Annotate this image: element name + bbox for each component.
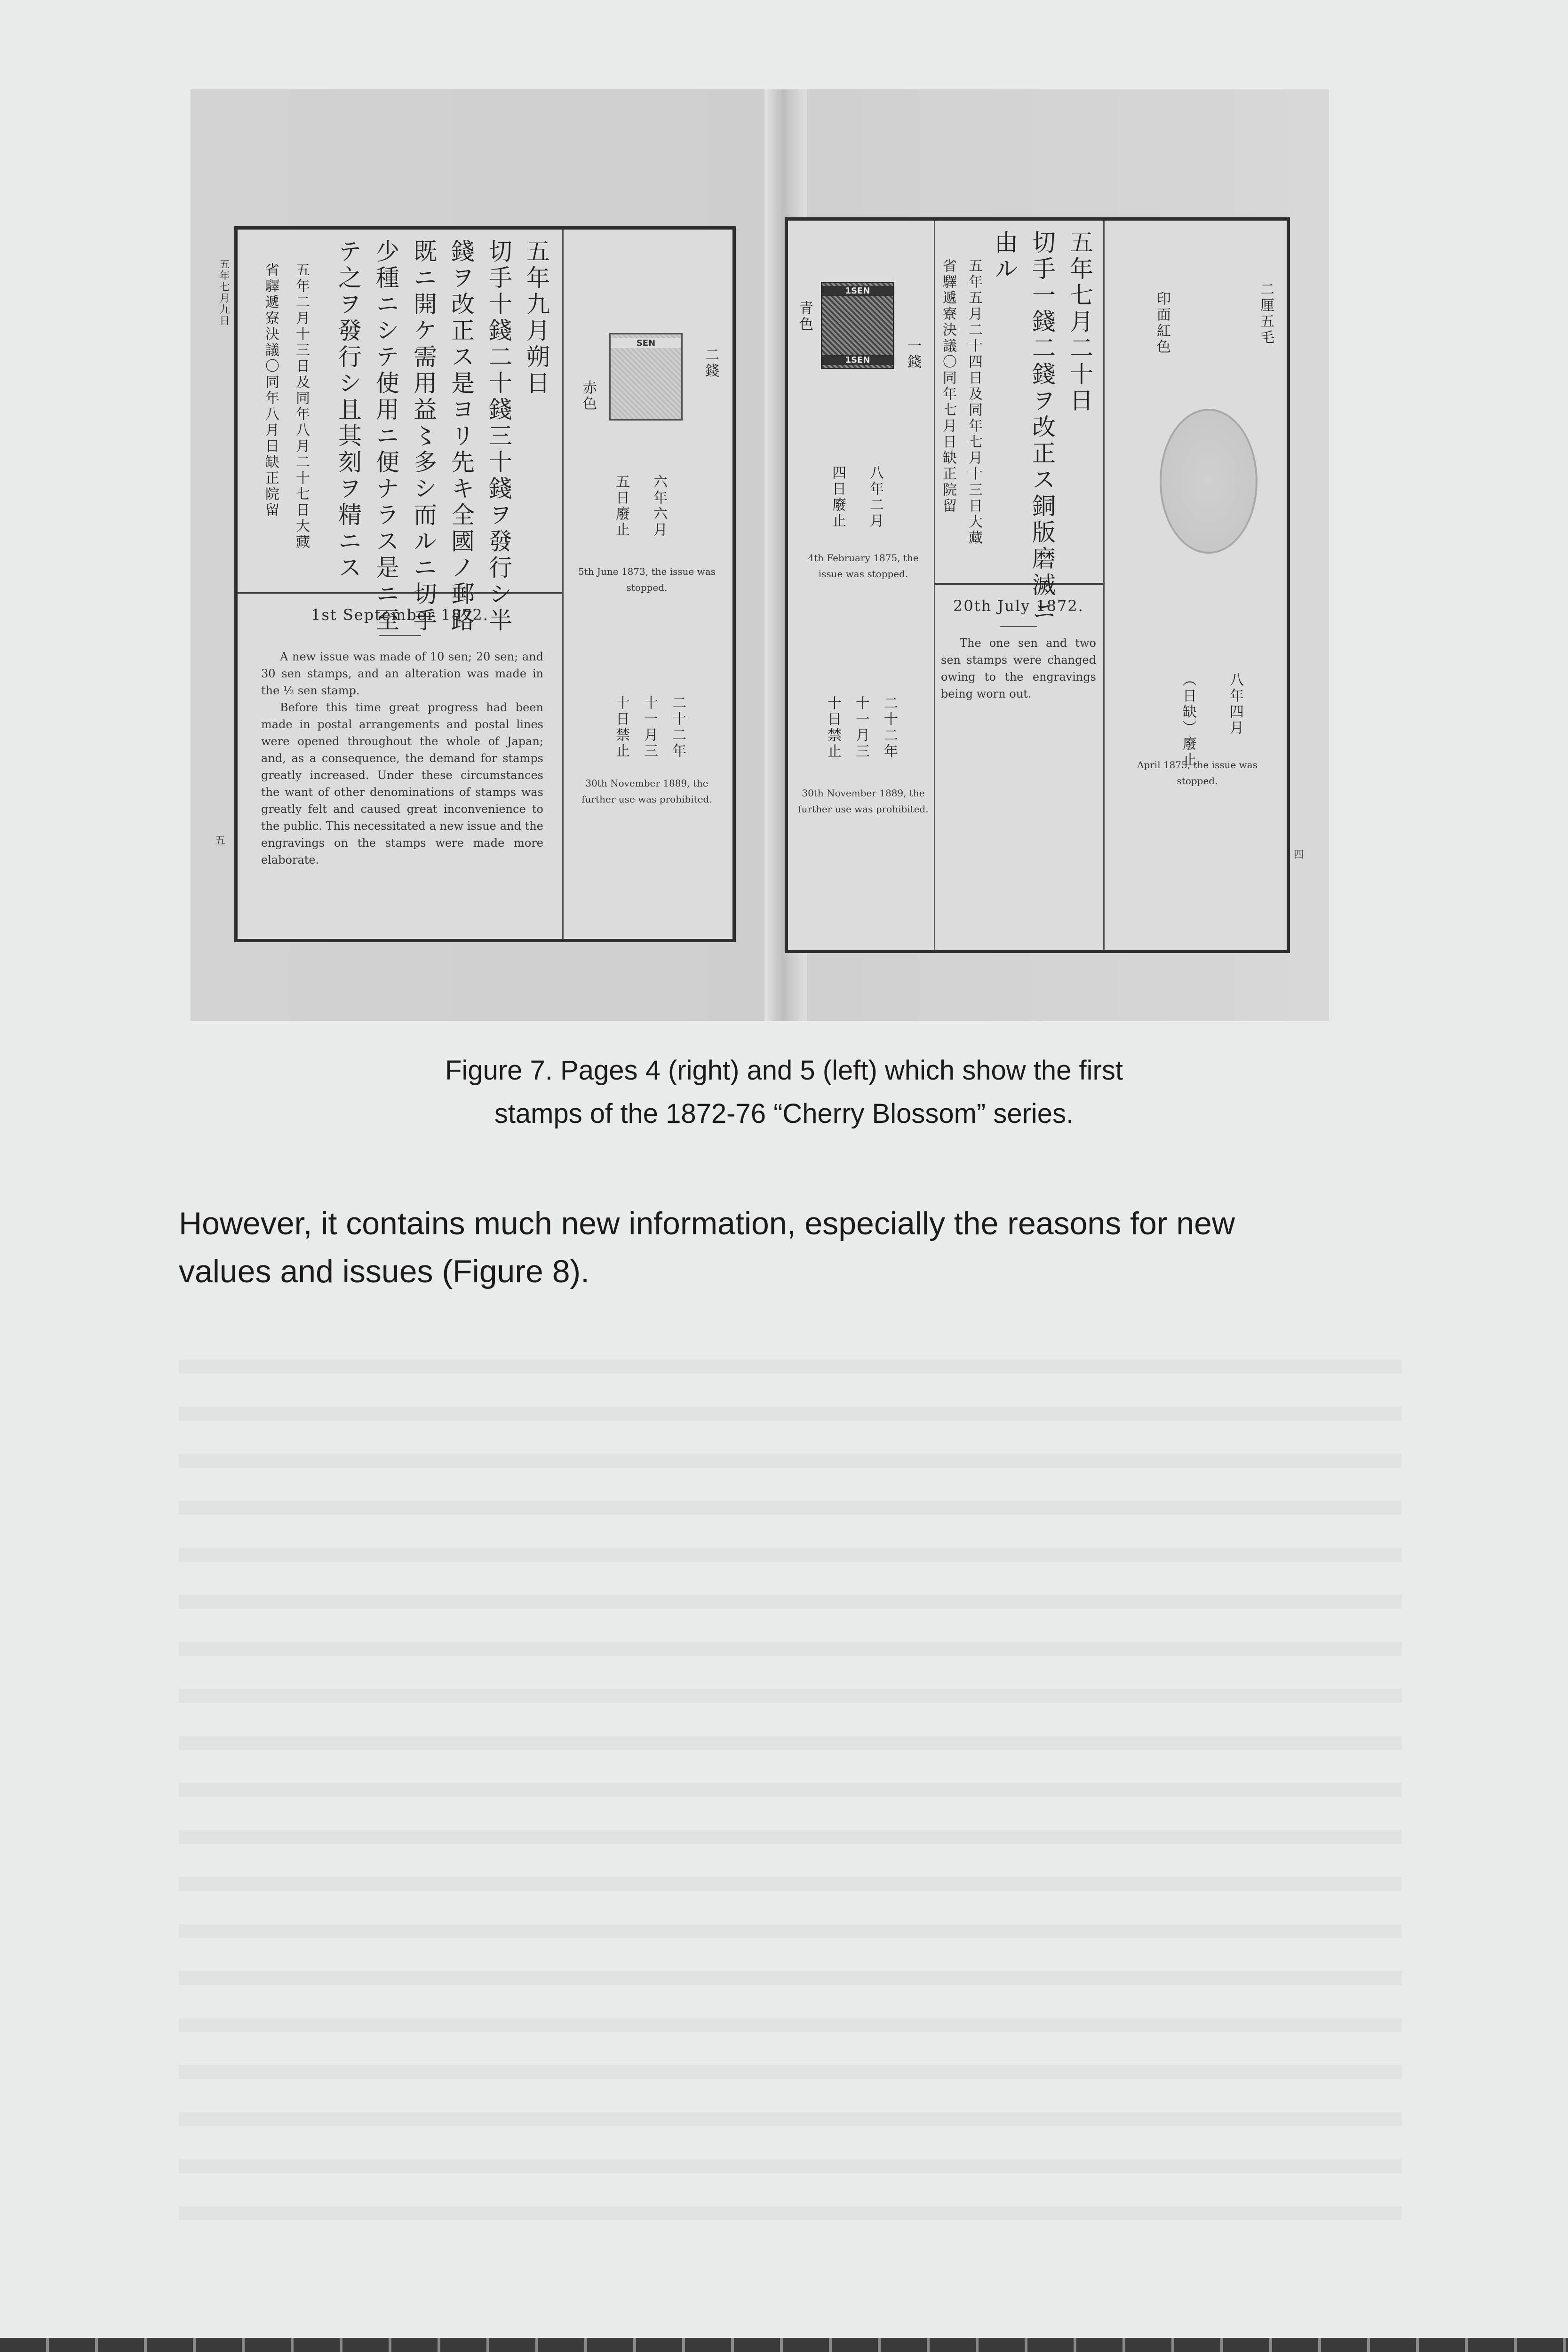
body-line-2: values and issues (Figure 8). bbox=[179, 1254, 590, 1289]
right-page-number: 四 bbox=[1294, 849, 1305, 861]
left-main-col-2: 切手十錢二十錢三十錢ヲ發行シ半 bbox=[485, 239, 512, 634]
left-prohibit-col-3: 十日禁止 bbox=[613, 695, 629, 759]
right-stamp-label-top: 1SEN bbox=[822, 286, 893, 296]
far-stop-col-1: 八年四月 bbox=[1227, 672, 1243, 736]
left-paragraph-2: Before this time great progress had been made in postal arrangements and postal lines were opened throughout the whole of Japan; and, as a consequence, the demand for stamps greatly increased. Under these circumstances the want of other denominations of stamps was greatly felt and caused great inconvenience to the public. This necessitated a new issue and the engravings on the stamps were made more elaborate. bbox=[261, 701, 543, 866]
right-stop-note: 4th February 1875, the issue was stopped. bbox=[808, 552, 919, 580]
left-color-note: 赤色 bbox=[580, 380, 597, 412]
far-stop-note: April 1875, the issue was stopped. bbox=[1137, 759, 1258, 787]
right-color-note: 青色 bbox=[796, 301, 813, 333]
one-sen-stamp-image bbox=[821, 282, 894, 369]
left-stamp-label: SEN bbox=[611, 338, 681, 348]
rin-stamp-seal-image bbox=[1160, 409, 1258, 554]
right-main-col-3: 由ル bbox=[991, 230, 1018, 283]
left-authority-col-1: 五年二月十三日及同年八月二十七日大藏 bbox=[293, 262, 310, 550]
figure-photo bbox=[191, 89, 1329, 1021]
two-sen-stamp-image bbox=[609, 333, 683, 421]
left-margin-note: 五年七月九日 bbox=[218, 259, 230, 326]
right-stop-col-2: 四日廢止 bbox=[829, 465, 846, 529]
right-prohibit-col-2: 十一月三 bbox=[853, 696, 869, 760]
right-paragraph: The one sen and two sen stamps were changed owing to the engravings being worn out. bbox=[941, 636, 1096, 700]
right-main-col-2: 切手一錢二錢ヲ改正ス銅版磨滅ニ bbox=[1028, 230, 1056, 625]
far-denomination: 二厘五毛 bbox=[1258, 282, 1274, 346]
body-paragraph bbox=[179, 1200, 1402, 1295]
left-main-col-5: 少種ニシテ使用ニ便ナラス是ニ至 bbox=[372, 239, 399, 634]
caption-line-2: stamps of the 1872-76 “Cherry Blossom” series. bbox=[494, 1098, 1074, 1129]
left-denomination: 二錢 bbox=[702, 347, 719, 379]
right-prohibit-col-1: 二十二年 bbox=[881, 696, 898, 760]
left-date-heading: 1st September 1872. bbox=[311, 606, 489, 624]
left-page-number: 五 bbox=[215, 835, 226, 847]
right-prohibit-col-3: 十日禁止 bbox=[825, 696, 841, 760]
left-main-col-3: 錢ヲ改正ス是ヨリ先キ全國ノ郵路 bbox=[447, 239, 475, 634]
left-authority-col-2: 省驛遞寮決議〇同年八月日缺正院留 bbox=[263, 262, 279, 518]
left-main-col-4: 既ニ開ケ需用益〻多シ而ルニ切手 bbox=[410, 239, 437, 634]
left-page-table bbox=[234, 226, 736, 942]
right-authority-col-1: 五年五月二十四日及同年七月十三日大藏 bbox=[966, 258, 982, 546]
right-authority-col-2: 省驛遞寮決議〇同年七月日缺正院留 bbox=[940, 258, 956, 514]
left-paragraph-1: A new issue was made of 10 sen; 20 sen; and 30 sen stamps, and an alteration was made in the ½ sen stamp. bbox=[261, 650, 543, 697]
left-english-text bbox=[261, 648, 543, 868]
caption-line-1: Figure 7. Pages 4 (right) and 5 (left) which show the first bbox=[445, 1055, 1123, 1086]
left-main-col-1: 五年九月朔日 bbox=[523, 239, 550, 397]
right-stamp-label-bottom: 1SEN bbox=[822, 355, 893, 365]
figure-caption bbox=[0, 1049, 1568, 1136]
right-page-table bbox=[785, 217, 1290, 953]
right-date-heading: 20th July 1872. bbox=[953, 597, 1084, 615]
right-prohibit-note: 30th November 1889, the further use was prohibited. bbox=[798, 787, 929, 815]
far-stop-col-2: （日缺）廢止 bbox=[1180, 672, 1196, 768]
right-main-col-1: 五年七月二十日 bbox=[1066, 230, 1093, 414]
left-stop-col-1: 六年六月 bbox=[651, 474, 667, 538]
left-main-col-6: テ之ヲ發行シ且其刻ヲ精ニス bbox=[334, 239, 362, 581]
show-through-texture bbox=[179, 1327, 1402, 2220]
right-stop-col-1: 八年二月 bbox=[867, 465, 883, 529]
left-prohibit-col-2: 十一月三 bbox=[641, 695, 658, 759]
right-denomination: 一錢 bbox=[905, 338, 921, 370]
left-prohibit-note: 30th November 1889, the further use was prohibited. bbox=[581, 778, 712, 805]
body-line-1: However, it contains much new information, especially the reasons for new bbox=[179, 1206, 1235, 1241]
bottom-edge-strip bbox=[0, 2338, 1568, 2352]
left-prohibit-col-1: 二十二年 bbox=[669, 695, 686, 759]
left-stop-col-2: 五日廢止 bbox=[613, 474, 629, 538]
left-stop-note: 5th June 1873, the issue was stopped. bbox=[578, 566, 716, 593]
far-color-note: 印面紅色 bbox=[1154, 291, 1170, 355]
